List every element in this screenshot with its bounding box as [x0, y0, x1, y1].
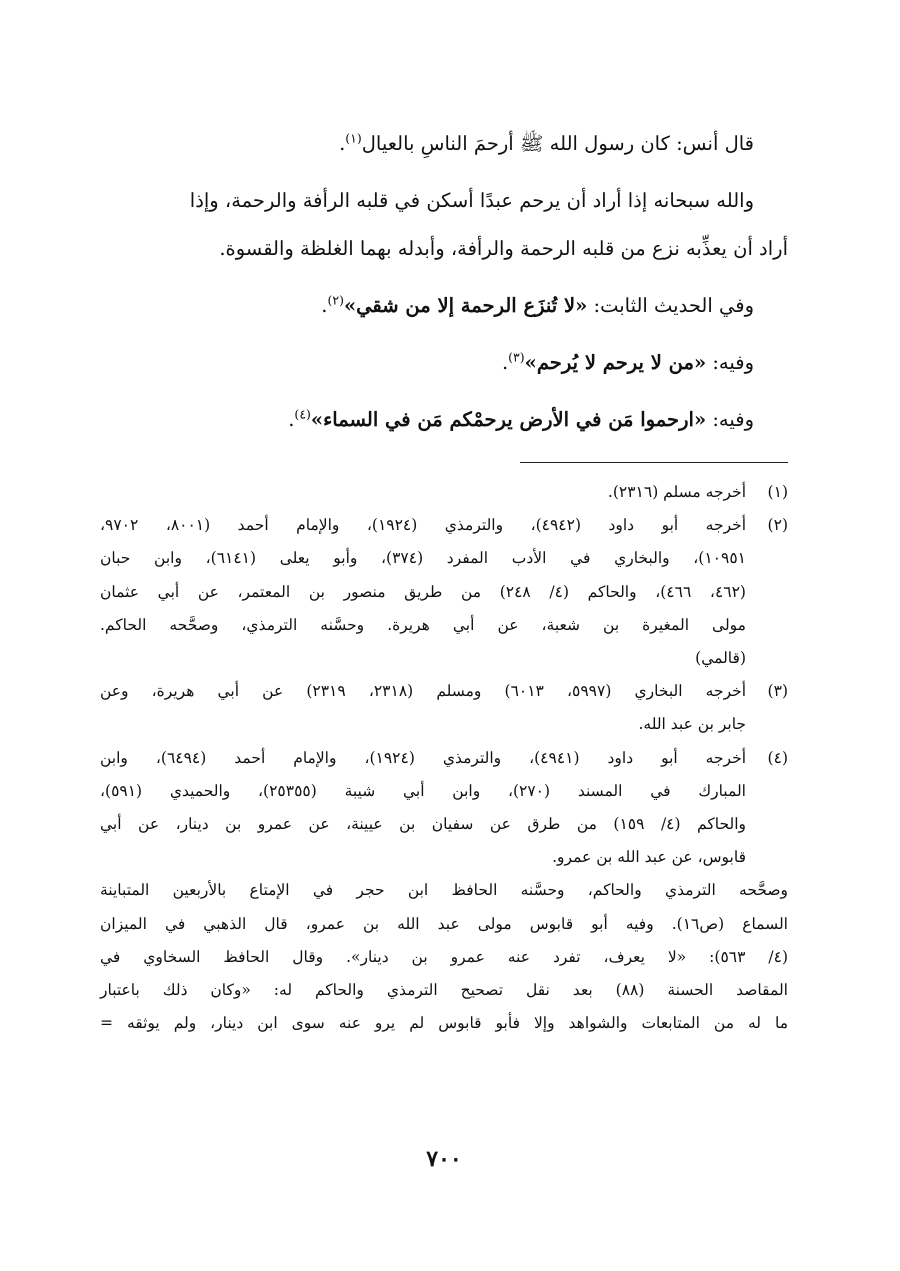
footnote-body [100, 476, 746, 509]
paragraph-lead: وفيه: [706, 351, 754, 374]
footnote-2 [100, 509, 788, 675]
footnote-line: أخرجه مسلم (٢٣١٦). [607, 483, 746, 501]
footnote-3 [100, 675, 788, 741]
book-page [100, 0, 788, 1271]
footnotes [100, 476, 788, 1040]
footnote-line: (٤٦٢، ٤٦٦)، والحاكم (٤/ ٢٤٨) من طريق منصور بن المعتمر، عن أبي عثمان [100, 582, 746, 601]
page-number: ٧٠٠ [426, 1146, 462, 1172]
continuation-line: (٤/ ٥٦٣): «لا يعرف، تفرد عنه عمرو بن دينار». وقال الحافظ السخاوي في [100, 947, 788, 966]
footnote-number: (٤) [767, 748, 788, 767]
footnote-ref[interactable]: (١) [345, 130, 362, 146]
footnote-continuation [100, 874, 788, 1040]
paragraph-end: . [288, 408, 295, 431]
footnote-number: (٣) [767, 682, 788, 701]
footnote-4 [100, 742, 788, 875]
footnote-1 [100, 476, 788, 509]
paragraph-anas [100, 120, 788, 168]
continuation-line: ما له من المتابعات والشواهد وإلا فأبو قابوس لم يرو عنه سوى ابن دينار، ولم يوثقه = [100, 1014, 788, 1033]
paragraph-end: . [321, 294, 328, 317]
footnote-body [100, 509, 746, 675]
footnote-ref[interactable]: (٤) [294, 406, 311, 422]
footnote-number: (١) [767, 483, 788, 501]
footnote-line: أخرجه البخاري (٥٩٩٧، ٦٠١٣) ومسلم (٢٣١٨، ٢٣١٩) عن أبي هريرة، وعن [100, 682, 747, 701]
footnote-line: قابوس، عن عبد الله بن عمرو. [552, 848, 746, 867]
paragraph-line [100, 282, 788, 330]
paragraph-hadith-3 [100, 396, 788, 444]
footnote-body [100, 742, 746, 875]
paragraph-hadith-2 [100, 339, 788, 387]
paragraph-end: . [339, 132, 346, 155]
footnote-divider [520, 462, 788, 463]
footnote-body [100, 675, 746, 741]
footnote-ref[interactable]: (٣) [508, 349, 525, 365]
continuation-line: وصحَّحه الترمذي والحاكم، وحسَّنه الحافظ ابن حجر في الإمتاع بالأربعين المتباينة [100, 881, 788, 900]
footnote-line: (قالمي) [695, 649, 746, 668]
hadith-quote: «ارحموا مَن في الأرض يرحمْكم مَن في السماء» [310, 408, 707, 431]
paragraph-mercy [100, 177, 788, 273]
hadith-quote: «من لا يرحم لا يُرحم» [524, 351, 707, 374]
footnote-line: أخرجه أبو داود (٤٩٤١)، والترمذي (١٩٢٤)، والإمام أحمد (٦٤٩٤)، وابن [100, 748, 746, 767]
paragraph-lead: وفيه: [706, 408, 754, 431]
paragraph-line [100, 339, 788, 387]
footnote-line: أخرجه أبو داود (٤٩٤٢)، والترمذي (١٩٢٤)، والإمام أحمد (٨٠٠١، ٩٧٠٢، [100, 516, 747, 535]
paragraph-line: والله سبحانه إذا أراد أن يرحم عبدًا أسكن في قلبه الرأفة والرحمة، وإذا [189, 189, 754, 212]
footnote-ref[interactable]: (٢) [327, 292, 344, 308]
footnote-line: جابر بن عبد الله. [638, 715, 746, 734]
paragraph-lead: وفي الحديث الثابت: [587, 294, 754, 317]
footnote-line: المبارك في المسند (٢٧٠)، وابن أبي شيبة (٢٥٣٥٥)، والحميدي (٥٩١)، [100, 781, 746, 800]
continuation-line: المقاصد الحسنة (٨٨) بعد نقل تصحيح الترمذي والحاكم له: «وكان ذلك باعتبار [100, 981, 788, 1000]
hadith-quote: «لا تُنزَع الرحمة إلا من شقي» [343, 294, 588, 317]
footnote-line: ١٠٩٥١)، والبخاري في الأدب المفرد (٣٧٤)، وأبو يعلى (٦١٤١)، وابن حبان [100, 549, 746, 568]
footnote-line: والحاكم (٤/ ١٥٩) من طرق عن سفيان بن عيينة، عن عمرو بن دينار، عن أبي [100, 815, 746, 834]
continuation-line: السماع (ص١٦). وفيه أبو قابوس مولى عبد الله بن عمرو، قال الذهبي في الميزان [100, 914, 788, 933]
main-text [100, 120, 788, 453]
paragraph-text: قال أنس: كان رسول الله ﷺ أرحمَ الناسِ بالعيال [361, 132, 754, 155]
footnote-line: مولى المغيرة بن شعبة، عن أبي هريرة. وحسَّنه الترمذي، وصحَّحه الحاكم. [100, 615, 746, 634]
paragraph-end: . [501, 351, 509, 374]
paragraph-line: أراد أن يعذِّبه نزع من قلبه الرحمة والرأفة، وأبدله بهما الغلظة والقسوة. [219, 237, 788, 260]
paragraph-line [100, 120, 788, 168]
footnote-number: (٢) [767, 516, 788, 535]
paragraph-line [100, 396, 788, 444]
paragraph-hadith-1 [100, 282, 788, 330]
